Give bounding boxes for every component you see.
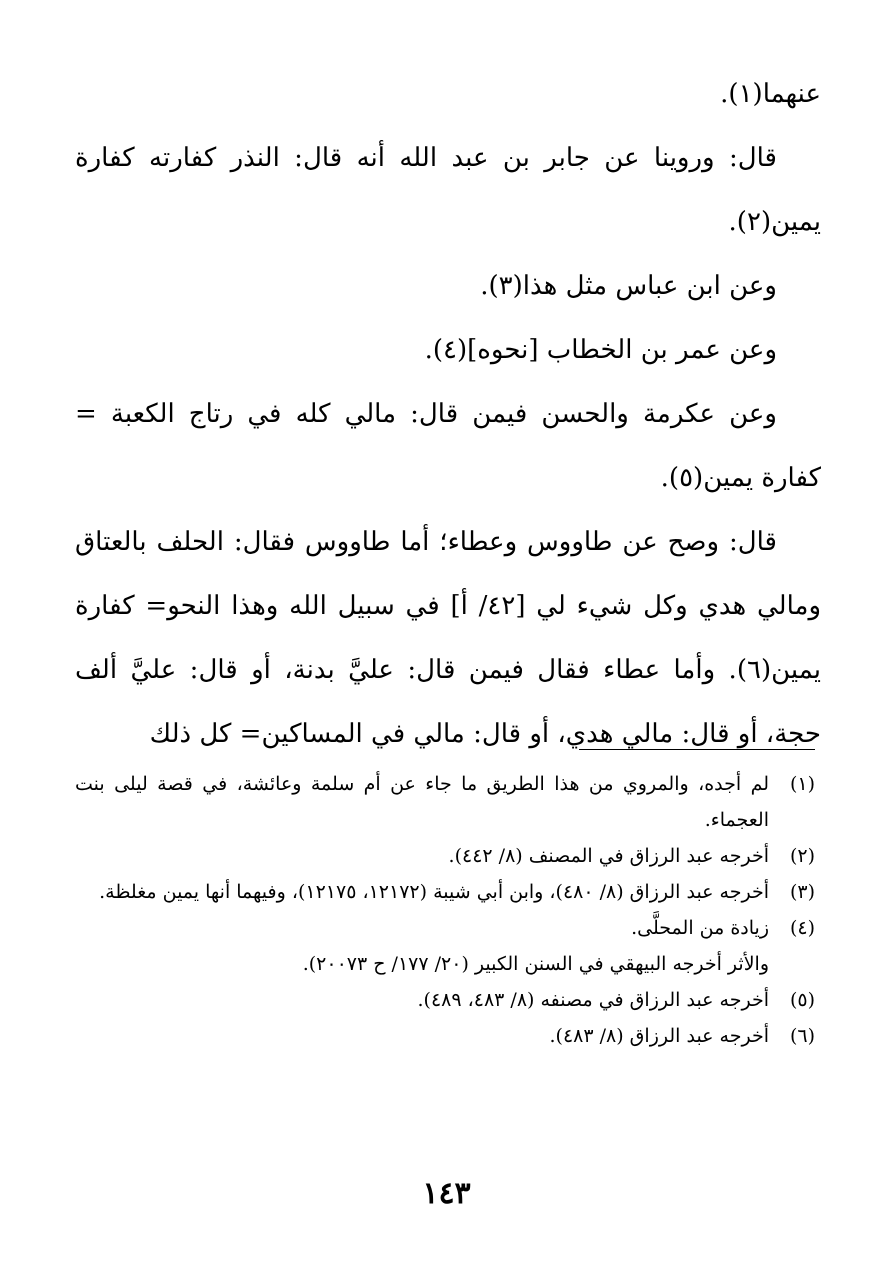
footnote-text: أخرجه عبد الرزاق (٨/ ٤٨٣).: [549, 1025, 769, 1047]
paragraph: وعن عمر بن الخطاب [نحوه](٤).: [424, 335, 777, 365]
footnote-item: [75, 838, 815, 874]
paragraph: عنهما(١).: [720, 79, 821, 109]
footnote-item: [75, 1018, 815, 1054]
footnote-text: زيادة من المحلَّى.: [631, 917, 769, 939]
footnote-item: [75, 982, 815, 1018]
paragraph: قال: وصح عن طاووس وعطاء؛ أما طاووس فقال: الحلف بالعتاق ومالي هدي وكل شيء لي [٤٢/ أ] في سبيل الله وهذا النحو= كفارة يمين(٦). وأما عطاء فقال فيمن قال: عليَّ بدنة، أو قال: عليَّ ألف حجة، أو قال: مالي هدي، أو قال: مالي في المساكين= كل ذلك: [75, 527, 822, 749]
footnote-number: (٣): [789, 881, 815, 903]
footnote-number: (٥): [789, 989, 815, 1011]
footnote-item: [75, 766, 815, 838]
footnote-text: لم أجده، والمروي من هذا الطريق ما جاء عن أم سلمة وعائشة، في قصة ليلى بنت العجماء.: [75, 773, 769, 831]
footnote-item: [75, 910, 815, 946]
footnote-divider: [579, 749, 815, 750]
paragraph: وعن عكرمة والحسن فيمن قال: مالي كله في رتاج الكعبة = كفارة يمين(٥).: [75, 399, 821, 493]
page-number: ١٤٣: [422, 1176, 471, 1211]
footnote-continuation: [75, 946, 815, 982]
footnote-text: والأثر أخرجه البيهقي في السنن الكبير (٢٠/ ١٧٧/ ح ٢٠٠٧٣).: [302, 953, 769, 975]
main-text: [75, 62, 821, 766]
paragraph: قال: وروينا عن جابر بن عبد الله أنه قال: النذر كفارته كفارة يمين(٢).: [75, 143, 821, 237]
footnote-text: أخرجه عبد الرزاق في المصنف (٨/ ٤٤٢).: [448, 845, 769, 867]
footnote-number: (٦): [789, 1025, 815, 1047]
footnote-item: [75, 874, 815, 910]
footnote-text: أخرجه عبد الرزاق في مصنفه (٨/ ٤٨٣، ٤٨٩).: [417, 989, 769, 1011]
footnote-text: أخرجه عبد الرزاق (٨/ ٤٨٠)، وابن أبي شيبة (١٢١٧٢، ١٢١٧٥)، وفيهما أنها يمين مغلظة.: [99, 881, 769, 903]
footnote-number: (١): [789, 773, 815, 795]
paragraph: وعن ابن عباس مثل هذا(٣).: [480, 271, 777, 301]
footnote-number: (٤): [789, 917, 815, 939]
footnote-number: (٢): [789, 845, 815, 867]
footnotes: [75, 766, 815, 1054]
